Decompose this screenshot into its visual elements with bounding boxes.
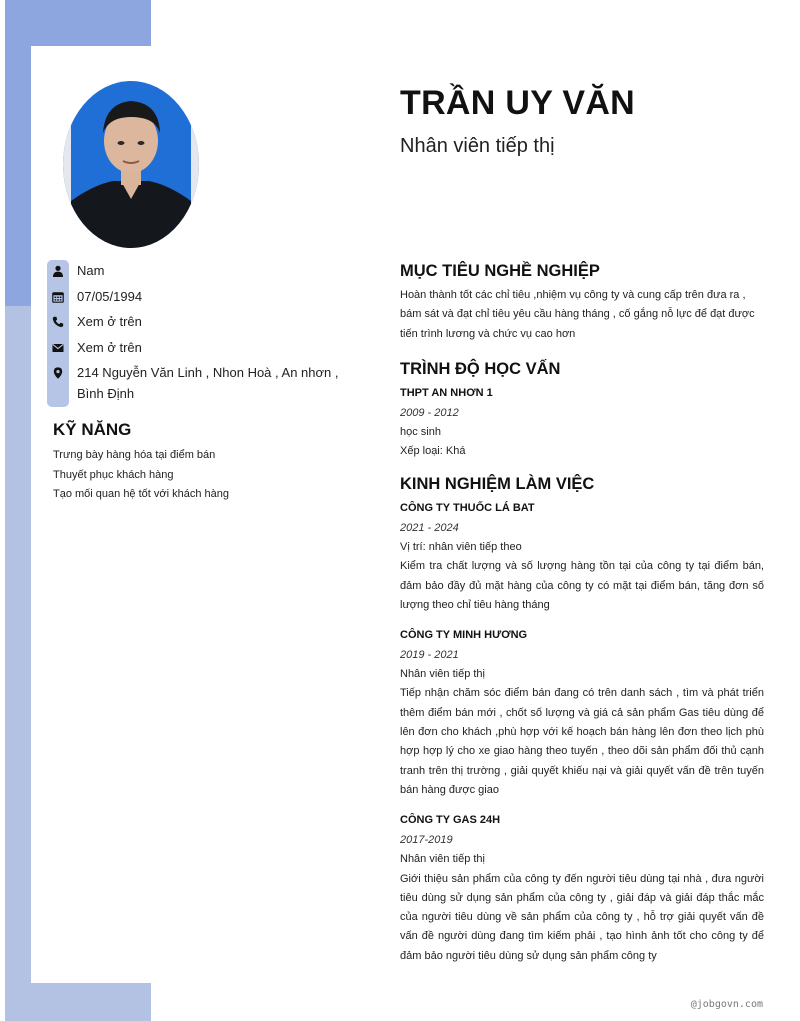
job-description: Giới thiệu sản phẩm của công ty đến người tiêu dùng tại nhà , đưa người tiêu dùng sử dụng sản phẩm của công ty , giải đáp và giải đáp thắc mắc của người tiêu dùng về sản phẩm của công ty , hỗ trợ giải quyết vấn đề vấn đề người dùng đang tìm kiếm phải , tạo hình ảnh tốt cho công ty để đảm bảo người tiêu dùng sử dụng sản phẩm công ty bbox=[400, 872, 764, 962]
education-grade: Xếp loại: Khá bbox=[400, 445, 466, 458]
birthday-text: 07/05/1994 bbox=[77, 289, 143, 304]
phone-text: Xem ở trên bbox=[77, 314, 142, 329]
objective-text: Hoàn thành tốt các chỉ tiêu ,nhiệm vụ công ty và cung cấp trên đưa ra , bám sát và đạt chỉ tiêu yêu cầu hàng tháng , cố gắng nỗ lực để đạt được tiến trình lương và chức vụ cao hơn bbox=[400, 289, 755, 340]
job-position: Nhân viên tiếp thị bbox=[400, 853, 485, 866]
address-text: 214 Nguyễn Văn Linh , Nhon Hoà , An nhơn , Bình Định bbox=[77, 365, 339, 401]
objective-section bbox=[400, 260, 764, 344]
education-section bbox=[400, 358, 764, 462]
skills-list bbox=[53, 446, 229, 505]
company-name: CÔNG TY GAS 24H bbox=[400, 814, 501, 827]
calendar-icon bbox=[47, 289, 69, 305]
contact-phone bbox=[47, 314, 367, 332]
profile-photo bbox=[63, 81, 199, 248]
skill-item: Thuyết phục khách hàng bbox=[53, 468, 174, 481]
contact-gender bbox=[47, 263, 367, 281]
experience-heading: KINH NGHIỆM LÀM VIỆC bbox=[400, 475, 595, 493]
skills-heading: KỸ NĂNG bbox=[53, 420, 132, 439]
contact-address bbox=[47, 365, 367, 404]
education-heading: TRÌNH ĐỘ HỌC VẤN bbox=[400, 360, 561, 378]
education-period: 2009 - 2012 bbox=[400, 406, 459, 419]
skill-item: Trưng bày hàng hóa tại điểm bán bbox=[53, 449, 216, 461]
skill-item: Tạo mối quan hệ tốt với khách hàng bbox=[53, 488, 229, 500]
job-title: Nhân viên tiếp thị bbox=[400, 135, 555, 157]
job-position: Nhân viên tiếp thị bbox=[400, 668, 485, 681]
full-name: TRẦN UY VĂN bbox=[400, 84, 636, 122]
phone-icon bbox=[47, 314, 69, 330]
contact-birthday bbox=[47, 289, 367, 307]
experience-section bbox=[400, 473, 764, 977]
job-period: 2017-2019 bbox=[400, 833, 453, 846]
objective-heading: MỤC TIÊU NGHỀ NGHIỆP bbox=[400, 262, 600, 280]
gender-text: Nam bbox=[77, 263, 105, 278]
job-entry bbox=[400, 626, 764, 800]
school-name: THPT AN NHƠN 1 bbox=[400, 387, 493, 399]
job-description: Tiếp nhận chăm sóc điểm bán đang có trên danh sách , tìm và phát triển thêm điểm bán mới , chốt số lượng và giá cả sản phẩm Gas tiêu dùng để lên đơn cho khách ,phù hợp với kế hoạch bán hàng lên đơn theo lịch phù hợp hợp lý cho xe giao hàng theo tuyến , theo dõi sản phẩm đối thủ cạnh tranh trên thị trường , giải quyết khiếu nại và giải quyết vấn đề trên tuyến bán hàng được giao bbox=[400, 687, 764, 796]
location-pin-icon bbox=[47, 365, 69, 381]
job-entry bbox=[400, 499, 764, 615]
education-major: học sinh bbox=[400, 426, 441, 438]
mail-icon bbox=[47, 340, 69, 356]
job-entry bbox=[400, 811, 764, 966]
company-name: CÔNG TY MINH HƯƠNG bbox=[400, 629, 528, 642]
company-name: CÔNG TY THUỐC LÁ BAT bbox=[400, 502, 535, 514]
job-period: 2019 - 2021 bbox=[400, 648, 459, 661]
job-period: 2021 - 2024 bbox=[400, 521, 459, 534]
watermark-text: @jobgovn.com bbox=[690, 999, 763, 1010]
job-description: Kiểm tra chất lượng và số lượng hàng tồn tại của công ty tại điểm bán, đảm bảo đầy đủ mặt hàng của công ty có mặt tại điểm bán, tăng đơn số lượng theo chỉ tiêu hàng tháng bbox=[400, 560, 764, 611]
email-text: Xem ở trên bbox=[77, 340, 142, 355]
contact-email bbox=[47, 340, 367, 358]
person-icon bbox=[47, 263, 69, 279]
job-position: Vị trí: nhân viên tiếp theo bbox=[400, 541, 522, 553]
